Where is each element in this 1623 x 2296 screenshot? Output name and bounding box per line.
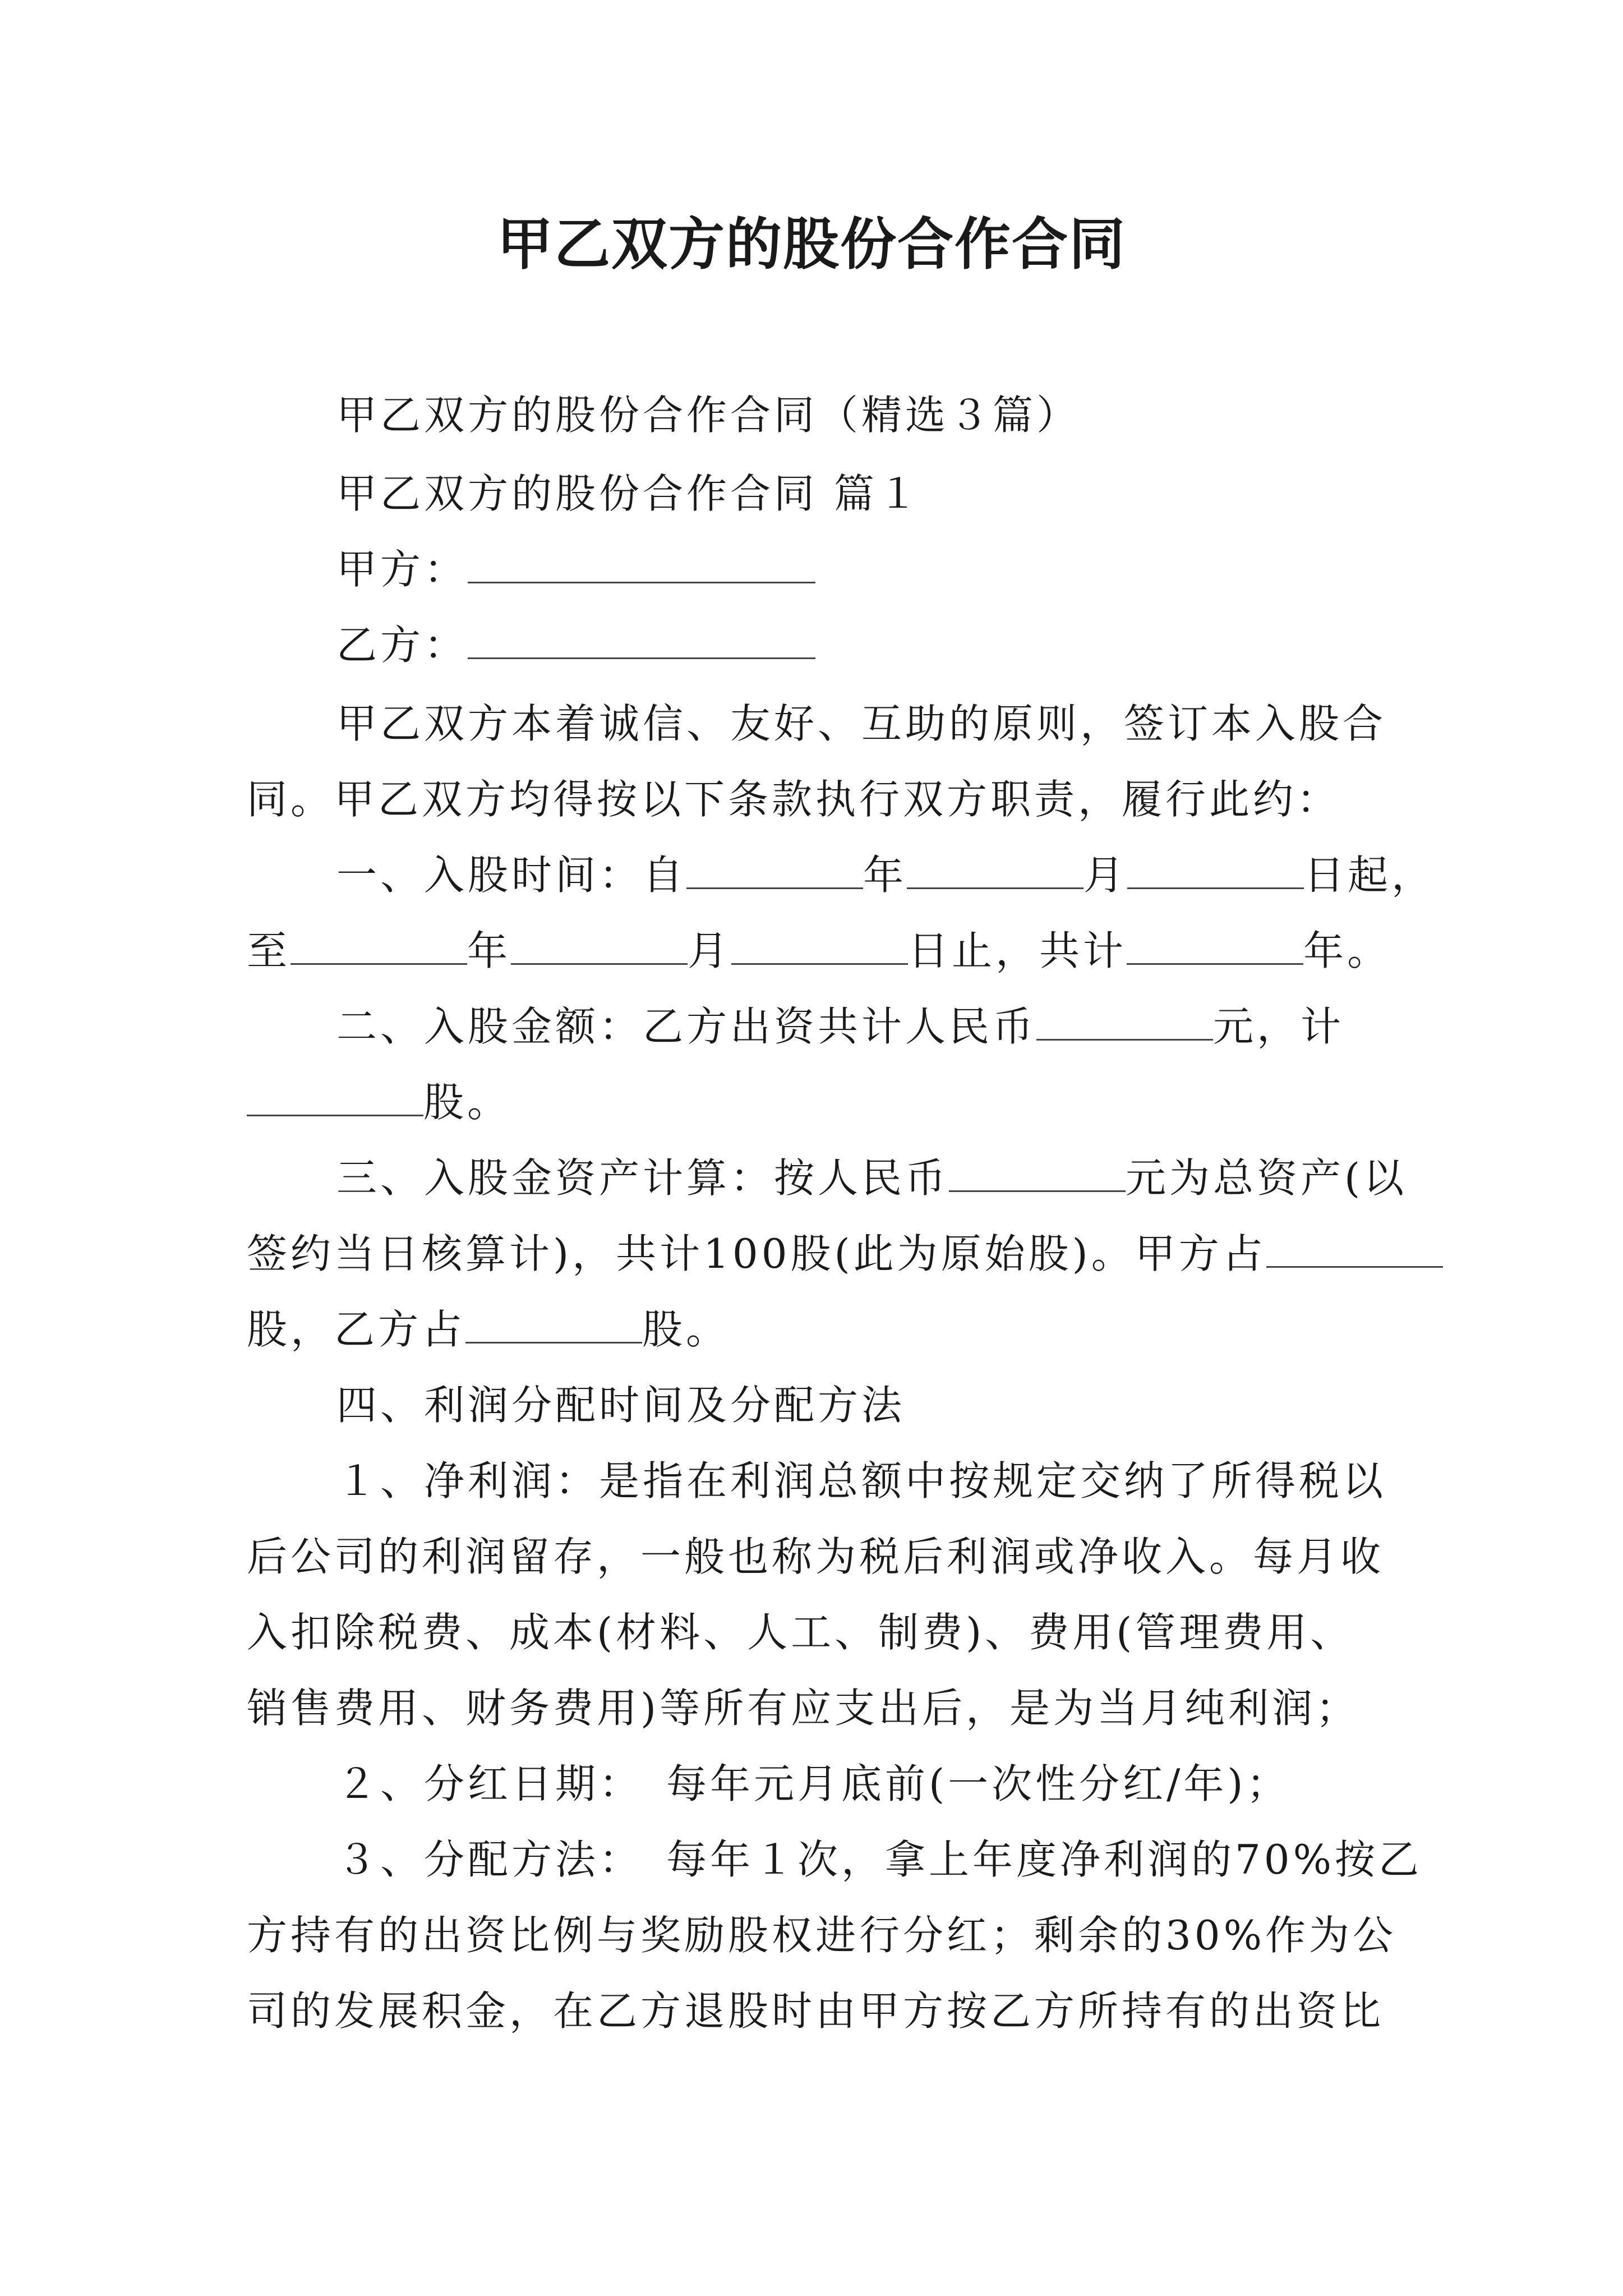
clause1-line-2 — [247, 923, 1391, 979]
clause2-text: 二、入股金额：乙方出资共计人民币 — [336, 1003, 1037, 1050]
blank — [247, 1079, 423, 1116]
item1-line-2: 后公司的利润留存，一般也称为税后利润或净收入。每月收 — [247, 1533, 1385, 1580]
clause3-text: 签约当日核算计)，共计100股(此为原始股)。甲方占 — [247, 1230, 1266, 1277]
clause1-text: 至 — [247, 927, 291, 974]
blank — [465, 1306, 642, 1343]
blank — [1127, 852, 1304, 889]
intro-line-1: 甲乙双方本着诚信、友好、互助的原则，签订本入股合 — [336, 700, 1387, 747]
party-b-label: 乙方： — [336, 622, 468, 669]
blank — [1266, 1230, 1443, 1268]
item1-line-4: 销售费用、财务费用)等所有应支出后，是为当月纯利润； — [247, 1685, 1360, 1732]
blank — [731, 927, 908, 965]
clause1-text: 日止，共计 — [908, 927, 1127, 974]
blank — [907, 852, 1083, 889]
item3-line-1: ３、分配方法： 每年１次，拿上年度净利润的70%按乙 — [336, 1836, 1423, 1883]
item3-line-2: 方持有的出资比例与奖励股权进行分红；剩余的30%作为公 — [247, 1912, 1397, 1959]
party-b-blank — [468, 622, 815, 659]
clause3-line-2 — [247, 1226, 1443, 1282]
clause1-text: 日起， — [1304, 852, 1436, 899]
clause3-line-3 — [247, 1301, 730, 1358]
clause1-text: 月 — [1083, 852, 1128, 899]
subtitle: 甲乙双方的股份合作合同（精选３篇） — [336, 392, 1081, 439]
blank — [1127, 927, 1303, 965]
blank — [511, 927, 688, 965]
clause2-line-2 — [247, 1074, 511, 1130]
document-title: 甲乙双方的股份合作合同 — [497, 211, 1126, 277]
section-heading: 甲乙双方的股份合作合同 篇１ — [336, 470, 921, 517]
clause4-heading: 四、利润分配时间及分配方法 — [336, 1382, 906, 1429]
party-a-label: 甲方： — [336, 546, 468, 593]
intro-line-2: 同。甲乙双方均得按以下条款执行双方职责，履行此约： — [247, 776, 1341, 823]
clause1-text: 月 — [688, 927, 732, 974]
party-a-blank — [468, 546, 815, 583]
clause1-text: 年 — [863, 852, 907, 899]
party-a-line — [336, 541, 815, 597]
clause3-text: 元为总资产(以 — [1126, 1154, 1408, 1202]
blank — [1036, 1003, 1213, 1041]
clause2-text: 股。 — [423, 1079, 511, 1126]
clause2-text: 元，计 — [1213, 1003, 1345, 1050]
item3-line-3: 司的发展积金，在乙方退股时由甲方按乙方所持有的出资比 — [247, 1987, 1385, 2035]
clause3-text: 股，乙方占 — [247, 1306, 466, 1353]
blank — [291, 927, 467, 965]
clause1-text: 年。 — [1303, 927, 1391, 974]
clause1-text: 一、入股时间：自 — [336, 852, 687, 899]
clause2-line-1 — [336, 999, 1344, 1055]
clause3-line-1 — [336, 1150, 1407, 1206]
clause3-text: 三、入股金资产计算：按人民币 — [336, 1154, 949, 1202]
item1-line-1: １、净利润：是指在利润总额中按规定交纳了所得税以 — [336, 1457, 1387, 1504]
clause1-text: 年 — [467, 927, 511, 974]
item1-line-3: 入扣除税费、成本(材料、人工、制费)、费用(管理费用、 — [247, 1609, 1354, 1656]
clause3-text: 股。 — [642, 1306, 730, 1353]
party-b-line — [336, 617, 815, 673]
clause1-line-1 — [336, 847, 1435, 903]
blank — [686, 852, 863, 889]
item2-line: ２、分红日期： 每年元月底前(一次性分红/年)； — [336, 1760, 1290, 1807]
blank — [949, 1154, 1126, 1192]
